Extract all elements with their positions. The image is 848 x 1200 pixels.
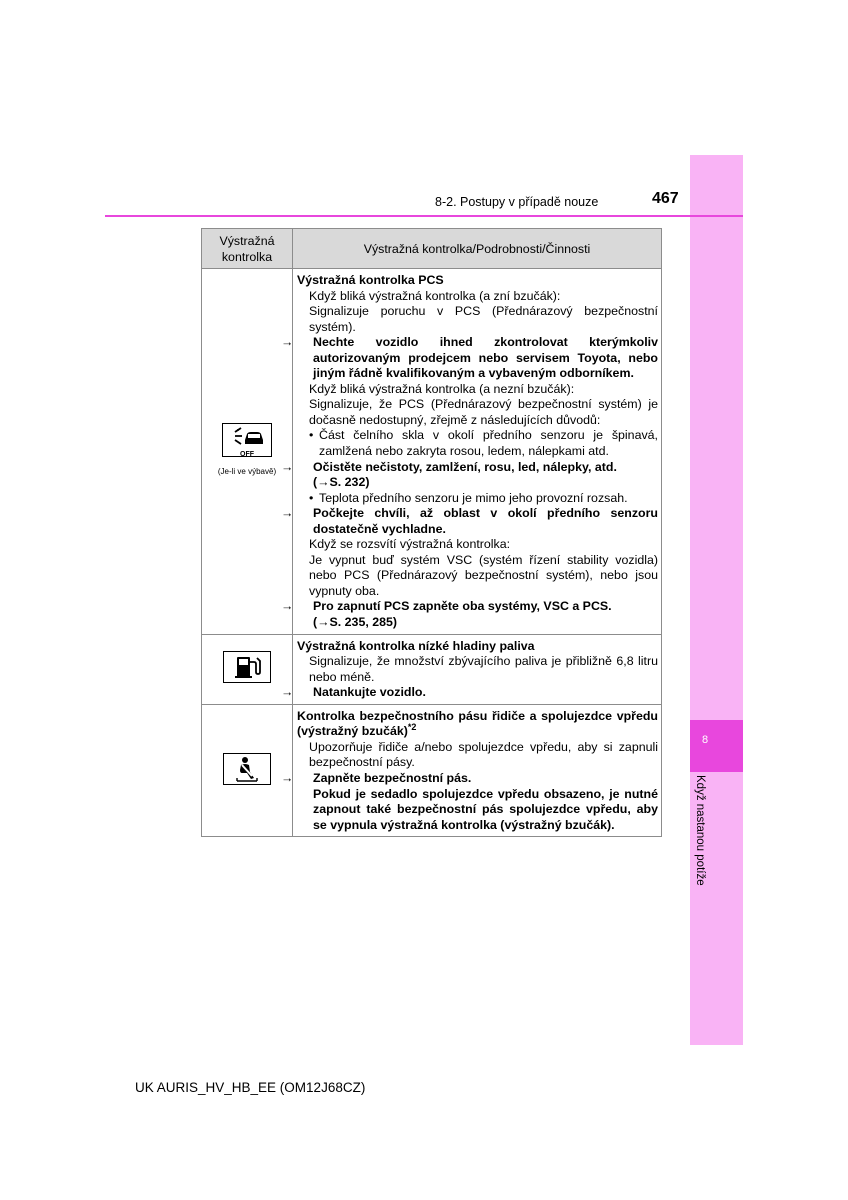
seatbelt-icon-frame	[223, 753, 271, 785]
details-cell	[281, 704, 662, 836]
action-text: → Natankujte vozidlo.	[281, 685, 426, 700]
section-title: 8-2. Postupy v případě nouze	[435, 195, 599, 209]
footnote-marker: *2	[407, 722, 417, 733]
arrow-icon: →	[281, 335, 294, 350]
condition-text: Když bliká výstražná kontrolka (a nezní bzučák):	[309, 381, 575, 396]
bullet-item: • Teplota předního senzoru je mimo jeho provozní rozsah.	[309, 490, 628, 505]
arrow-icon: →	[281, 459, 294, 474]
equipment-note: (Je-li ve výbavě)	[217, 466, 277, 476]
meaning-text: Signalizuje, že množství zbývajícího paliva je přibližně 6,8 litru nebo méně.	[309, 654, 658, 684]
arrow-icon: →	[281, 599, 294, 614]
arrow-icon: →	[281, 770, 294, 785]
column-header-light: Výstražná kontrolka	[202, 229, 293, 269]
meaning-text: Signalizuje poruchu v PCS (Přednárazový bezpečnostní systém).	[309, 304, 658, 334]
action-text: → Pro zapnutí PCS zapněte oba systémy, VSC a PCS.	[281, 599, 612, 614]
action-text: → Očistěte nečistoty, zamlžení, rosu, led, nálepky, atd.	[281, 459, 617, 474]
row-title: Výstražná kontrolka nízké hladiny paliva	[297, 638, 535, 653]
seatbelt-icon	[224, 754, 270, 784]
arrow-icon: →	[281, 506, 294, 521]
table-header-row	[202, 229, 662, 269]
pcs-icon-frame	[222, 423, 272, 457]
document-code: UK AURIS_HV_HB_EE (OM12J68CZ)	[135, 1080, 366, 1095]
row-title: Výstražná kontrolka PCS	[297, 273, 444, 287]
chapter-active-tab[interactable]	[690, 720, 743, 772]
header-rule	[105, 215, 743, 217]
icon-cell	[202, 634, 293, 704]
fuel-pump-icon	[224, 652, 270, 682]
meaning-text: Upozorňuje řidiče a/nebo spolujezdce vpředu, aby si zapnuli bezpečnostní pásy.	[309, 739, 658, 770]
arrow-icon: →	[281, 685, 294, 700]
pcs-off-icon	[227, 426, 267, 446]
bullet-icon: •	[309, 490, 314, 505]
meaning-text: Je vypnut buď systém VSC (systém řízení stability vozidla) nebo PCS (Přednárazový bezpečnostní systém), nebo jsou vypnuty oba.	[309, 552, 658, 598]
page-number: 467	[652, 190, 679, 207]
table-row	[202, 269, 662, 635]
pcs-off-label: OFF	[240, 451, 254, 459]
fuel-icon-frame	[223, 651, 271, 683]
chapter-title-vertical	[690, 775, 720, 1035]
chapter-title: Když nastanou potíže	[694, 775, 706, 886]
table-row	[202, 634, 662, 704]
condition-text: Když bliká výstražná kontrolka (a zní bzučák):	[309, 288, 561, 303]
warning-light-table	[201, 228, 662, 837]
details-cell	[281, 269, 662, 635]
table-row	[202, 704, 662, 836]
icon-cell	[202, 269, 293, 635]
column-header-details: Výstražná kontrolka/Podrobnosti/Činnosti	[293, 229, 662, 269]
action-text: → Zapněte bezpečnostní pás.	[281, 770, 472, 785]
meaning-text: Signalizuje, že PCS (Přednárazový bezpečnostní systém) je dočasně nedostupný, zřejmě z následujících důvodů:	[309, 397, 658, 427]
row-title: Kontrolka bezpečnostního pásu řidiče a spolujezdce vpředu (výstražný bzučák)$^{*2}$	[297, 708, 658, 739]
bullet-icon: •	[309, 428, 314, 443]
condition-text: Když se rozsvítí výstražná kontrolka:	[309, 537, 511, 552]
details-cell	[281, 634, 662, 704]
chapter-number: 8	[701, 734, 709, 746]
action-text: → Počkejte chvíli, až oblast v okolí předního senzoru dostatečně vychladne.	[281, 506, 658, 536]
bullet-item: • Část čelního skla v okolí předního senzoru je špinavá, zamlžená nebo zakryta rosou, ledem, nálepkami atd.	[309, 428, 658, 459]
icon-cell	[202, 704, 293, 836]
page-reference[interactable]: (→S. 235, 285)	[313, 615, 398, 630]
action-text: → Nechte vozidlo ihned zkontrolovat kterýmkoliv autorizovaným prodejcem nebo servisem Toyota, nebo jiným řádně kvalifikovaným a vybaveným odborníkem.	[281, 335, 658, 381]
page-reference[interactable]: (→S. 232)	[313, 475, 370, 490]
action-detail: Pokud je sedadlo spolujezdce vpředu obsazeno, je nutné zapnout také bezpečnostní pás spolujezdce vpředu, aby se vypnula výstražná kontrolka (výstražný bzučák).	[313, 786, 658, 832]
